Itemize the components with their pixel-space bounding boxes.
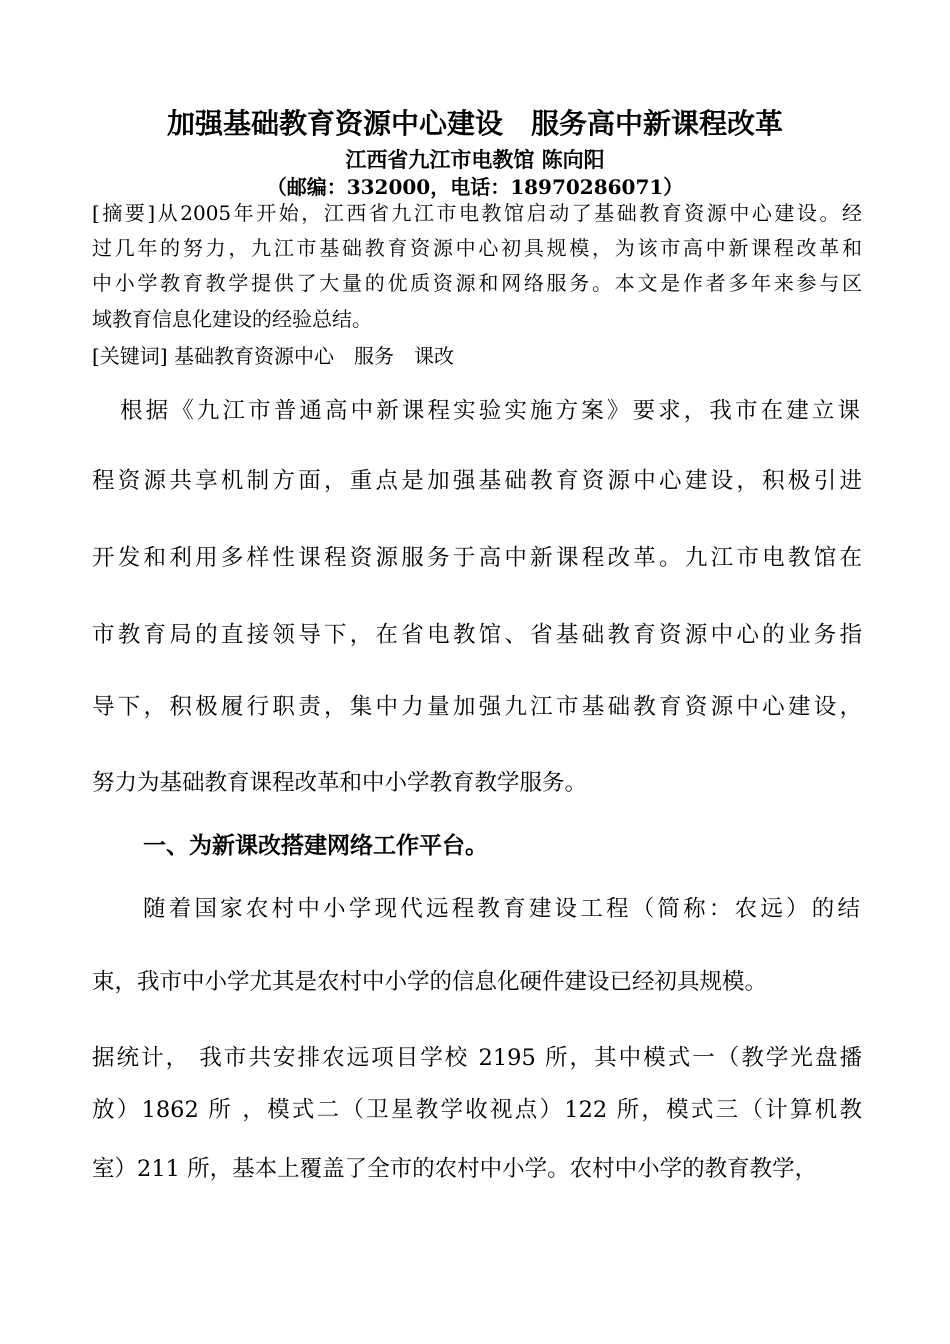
author-line: 江西省九江市电教馆 陈向阳 — [345, 147, 605, 172]
intro-line: 导下，积极履行职责，集中力量加强九江市基础教育资源中心建设， — [92, 694, 862, 720]
contact-line: （邮编：332000，电话：18970286071） — [266, 175, 684, 199]
document-title: 加强基础教育资源中心建设 服务高中新课程改革 — [166, 107, 783, 140]
section-line: 随着国家农村中小学现代远程教育建设工程（简称：农远）的结 — [143, 896, 860, 922]
intro-line: 努力为基础教育课程改革和中小学教育教学服务。 — [92, 770, 588, 796]
abstract-line: [摘要]从2005年开始，江西省九江市电教馆启动了基础教育资源中心建设。经 — [92, 201, 862, 225]
section-line: 室）211 所，基本上覆盖了全市的农村中小学。农村中小学的教育教学， — [92, 1156, 818, 1182]
abstract-line: 中小学教育教学提供了大量的优质资源和网络服务。本文是作者多年来参与区 — [92, 271, 862, 295]
section-line: 放）1862 所 ，模式二（卫星教学收视点）122 所，模式三（计算机教 — [92, 1097, 862, 1123]
intro-line: 市教育局的直接领导下，在省电教馆、省基础教育资源中心的业务指 — [92, 622, 862, 648]
keywords-line: [关键词] 基础教育资源中心 服务 课改 — [92, 344, 454, 368]
section-line: 束，我市中小学尤其是农村中小学的信息化硬件建设已经初具规模。 — [92, 969, 768, 995]
abstract-line: 域教育信息化建设的经验总结。 — [92, 307, 372, 331]
intro-line: 开发和利用多样性课程资源服务于高中新课程改革。九江市电教馆在 — [92, 545, 862, 571]
abstract-line: 过几年的努力，九江市基础教育资源中心初具规模，为该市高中新课程改革和 — [92, 236, 862, 260]
intro-line: 根据《九江市普通高中新课程实验实施方案》要求，我市在建立课 — [120, 398, 860, 424]
intro-line: 程资源共享机制方面，重点是加强基础教育资源中心建设，积极引进 — [92, 468, 862, 494]
section-heading: 一、为新课改搭建网络工作平台。 — [143, 832, 488, 859]
section-line: 据统计， 我市共安排农远项目学校 2195 所，其中模式一（教学光盘播 — [92, 1045, 862, 1071]
